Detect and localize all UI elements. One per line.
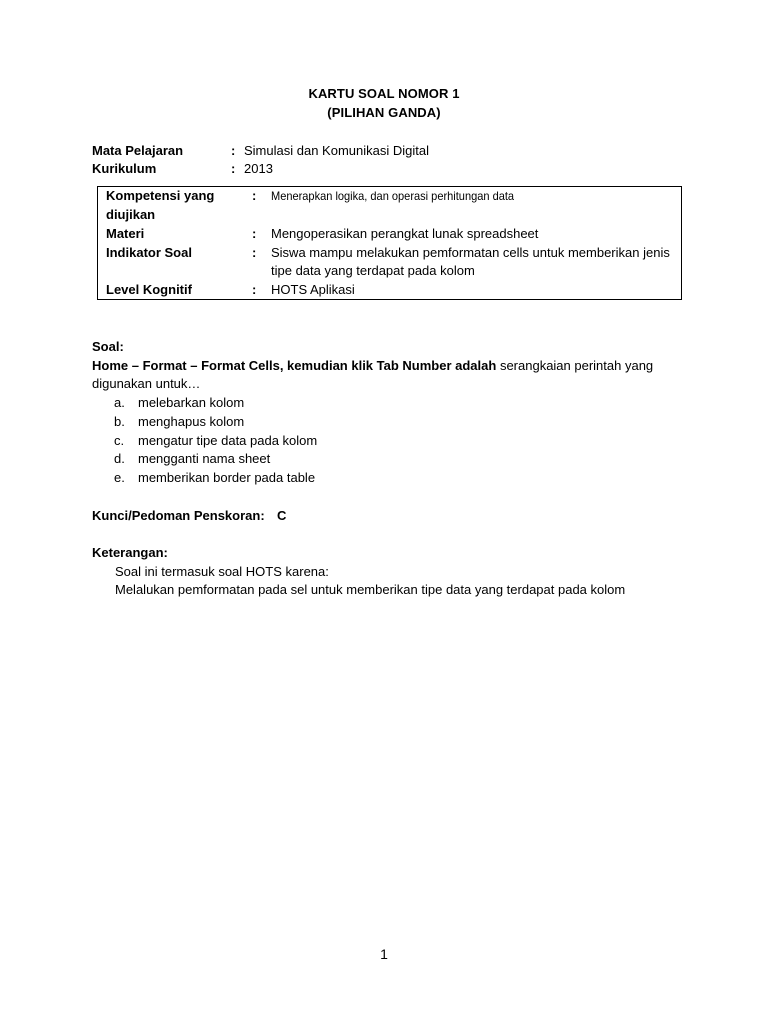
question-text-bold: Home – Format – Format Cells, kemudian klik Tab Number adalah [92,358,497,373]
indicator-label: Indikator Soal [106,245,192,260]
question-text [92,357,653,375]
question-text-normal: serangkaian perintah yang [496,358,654,373]
question-heading: Soal: [92,339,124,354]
indicator-value-continued: tipe data yang terdapat pada kolom [271,263,475,278]
notes-line-1: Soal ini termasuk soal HOTS karena: [115,564,329,579]
material-label: Materi [106,226,145,241]
option-text-d: mengganti nama sheet [138,451,271,466]
option-text-c: mengatur tipe data pada kolom [138,433,318,448]
option-letter-d: d. [114,451,125,466]
curriculum-value: 2013 [244,161,273,176]
indicator-value: Siswa mampu melakukan pemformatan cells untuk memberikan jenis [271,245,670,260]
question-text-continued: digunakan untuk… [92,376,201,391]
curriculum-separator: : [231,161,236,176]
material-separator: : [252,226,257,241]
competence-value: Menerapkan logika, dan operasi perhitungan data [271,189,515,203]
competence-label-continued: diujikan [106,207,156,222]
competence-label: Kompetensi yang [106,188,215,203]
page-number: 1 [380,946,388,962]
option-text-e: memberikan border pada table [138,470,316,485]
option-text-a: melebarkan kolom [138,395,245,410]
curriculum-label: Kurikulum [92,161,157,176]
indicator-separator: : [252,245,257,260]
notes-line-2: Melalukan pemformatan pada sel untuk memberikan tipe data yang terdapat pada kolom [115,582,626,597]
level-label: Level Kognitif [106,282,192,297]
option-letter-c: c. [114,433,125,448]
option-letter-e: e. [114,470,125,485]
subject-value: Simulasi dan Komunikasi Digital [244,143,429,158]
option-letter-b: b. [114,414,125,429]
card-subtitle: (PILIHAN GANDA) [327,105,441,120]
level-separator: : [252,282,257,297]
level-value: HOTS Aplikasi [271,282,355,297]
competence-separator: : [252,188,257,203]
option-text-b: menghapus kolom [138,414,245,429]
option-letter-a: a. [114,395,125,410]
card-title: KARTU SOAL NOMOR 1 [308,86,460,101]
answer-key-label: Kunci/Pedoman Penskoran: [92,508,265,523]
material-value: Mengoperasikan perangkat lunak spreadsheet [271,226,539,241]
subject-separator: : [231,143,236,158]
notes-heading: Keterangan: [92,545,168,560]
answer-key-value: C [277,508,287,523]
subject-label: Mata Pelajaran [92,143,184,158]
